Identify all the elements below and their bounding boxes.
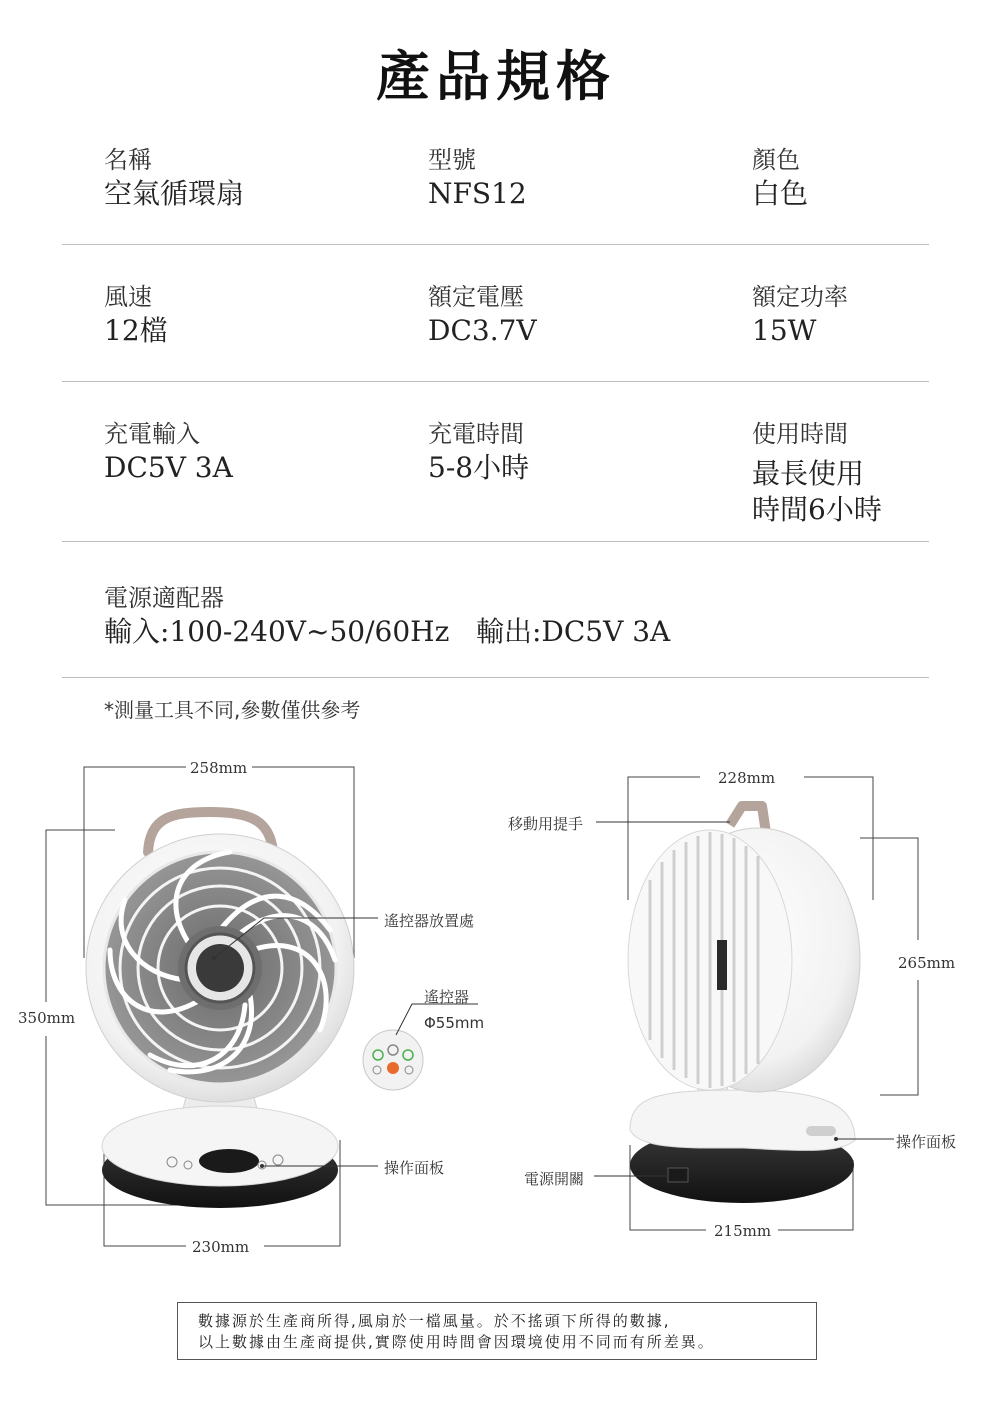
- spec-label-usage-time: 使用時間: [752, 420, 848, 448]
- dim-side-depth: 228mm: [718, 769, 776, 787]
- spec-value-voltage: DC3.7V: [428, 314, 537, 347]
- side-base-top: [630, 1090, 855, 1150]
- spec-value-charge-time: 5-8小時: [428, 451, 530, 484]
- spec-value-model: NFS12: [428, 177, 527, 210]
- disclaimer-line: 數據源於生產商所得,風扇於一檔風量。於不搖頭下所得的數據,: [198, 1312, 671, 1330]
- dim-front-width: 258mm: [190, 759, 248, 777]
- page-title: 產品規格: [376, 44, 616, 108]
- callout-remote-holder: 遙控器放置處: [384, 912, 475, 930]
- callout-front-panel: 操作面板: [384, 1159, 445, 1177]
- disclaimer-box: [177, 1302, 817, 1360]
- callout-remote: 遙控器: [424, 988, 470, 1006]
- front-panel-display: [199, 1149, 259, 1173]
- side-fan-view: [594, 777, 918, 1230]
- spec-value-usage-time: 最長使用 時間6小時: [752, 457, 882, 526]
- remote-control: [363, 1030, 423, 1090]
- remote-diameter: Φ55mm: [424, 1014, 485, 1032]
- spec-label-voltage: 額定電壓: [428, 283, 524, 311]
- power-switch: [668, 1168, 688, 1182]
- spec-value-speed: 12檔: [104, 314, 168, 347]
- spec-label-color: 顏色: [752, 146, 800, 174]
- disclaimer-line: 以上數據由生產商提供,實際使用時間會因環境使用不同而有所差異。: [198, 1333, 715, 1351]
- callout-handle: 移動用提手: [508, 815, 584, 833]
- spec-label-charge-input: 充電輸入: [104, 420, 200, 448]
- dim-side-base-depth: 215mm: [714, 1222, 772, 1240]
- measurement-note: *測量工具不同,參數僅供參考: [104, 698, 361, 722]
- adapter-label: 電源適配器: [104, 584, 224, 612]
- spec-value-power: 15W: [752, 314, 817, 347]
- spec-value-charge-input: DC5V 3A: [104, 451, 233, 484]
- dim-front-height: 350mm: [18, 1009, 76, 1027]
- callout-side-panel: 操作面板: [896, 1133, 957, 1151]
- front-base-top: [102, 1106, 338, 1186]
- spec-label-power: 額定功率: [752, 283, 848, 311]
- dim-front-base-width: 230mm: [192, 1238, 250, 1256]
- dim-side-head-height: 265mm: [898, 954, 956, 972]
- spec-label-name: 名稱: [104, 146, 152, 174]
- spec-label-model: 型號: [428, 146, 476, 174]
- spec-label-charge-time: 充電時間: [428, 420, 524, 448]
- adapter-output: 輸出:DC5V 3A: [476, 615, 671, 648]
- callout-power-switch: 電源開關: [524, 1170, 585, 1188]
- spec-label-speed: 風速: [104, 283, 152, 311]
- adapter-input: 輸入:100-240V~50/60Hz: [104, 615, 450, 648]
- spec-value-color: 白色: [752, 177, 809, 210]
- spec-value-name: 空氣循環扇: [104, 177, 245, 210]
